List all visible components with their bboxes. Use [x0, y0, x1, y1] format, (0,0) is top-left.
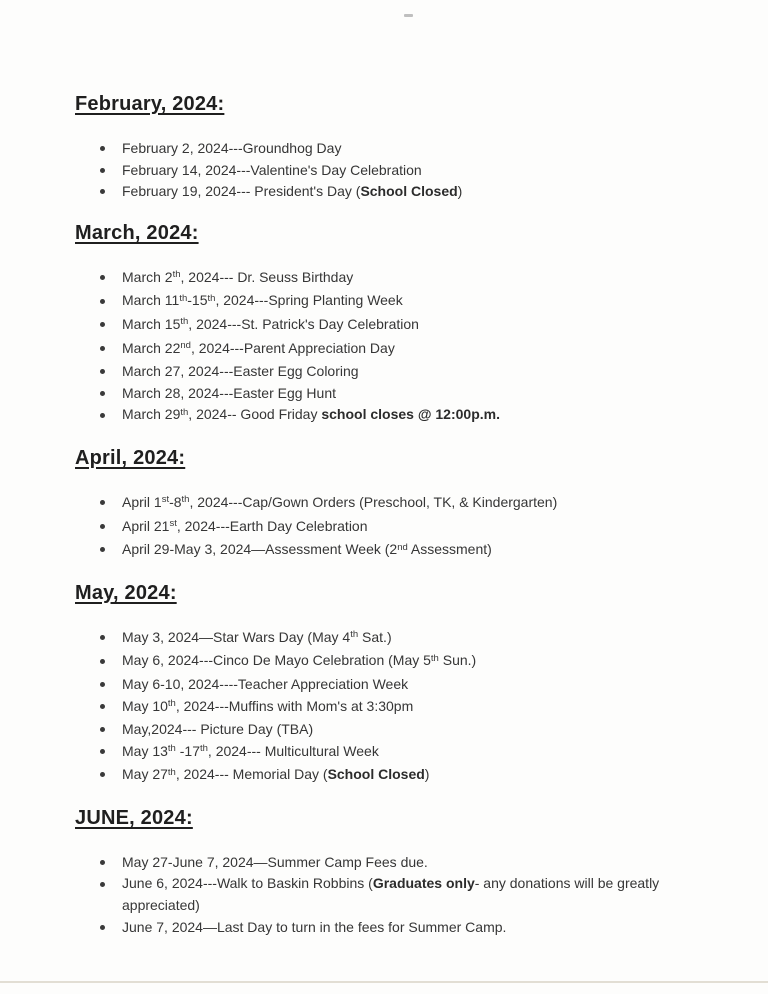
event-item	[122, 764, 694, 788]
section-title: May, 2024:	[75, 581, 177, 604]
event-item	[122, 314, 694, 338]
event-item	[122, 917, 694, 939]
ordinal-suffix: th	[167, 698, 176, 709]
text-segment: -15	[187, 292, 208, 309]
emphasis-text: School Closed	[360, 183, 458, 200]
text-segment: May 27-June 7, 2024—Summer Camp Fees due.	[122, 853, 428, 870]
text-segment: , 2024--- Memorial Day (	[175, 766, 328, 783]
text-segment: May 10	[122, 697, 168, 714]
event-item	[122, 719, 694, 741]
section-title: February, 2024:	[75, 93, 225, 115]
calendar-section	[75, 93, 705, 203]
calendar-section	[75, 222, 705, 428]
event-item	[122, 138, 694, 160]
text-segment: Sat.)	[358, 628, 392, 645]
ordinal-suffix: nd	[180, 340, 191, 352]
text-segment: -8	[169, 493, 182, 510]
text-segment: March 22	[122, 339, 181, 356]
ordinal-suffix: st	[161, 494, 170, 506]
calendar-section	[75, 807, 705, 938]
text-segment: , 2024---Muffins with Mom's at 3:30pm	[175, 697, 414, 714]
text-segment: , 2024---St. Patrick's Day Celebration	[188, 315, 419, 332]
event-item	[122, 290, 694, 314]
event-item	[122, 516, 694, 540]
text-segment: March 15	[122, 315, 181, 332]
text-segment: February 14, 2024---Valentine's Day Celebration	[122, 161, 422, 178]
event-item	[122, 338, 694, 362]
event-list	[75, 138, 694, 203]
text-segment: , 2024--- Dr. Seuss Birthday	[180, 268, 354, 285]
ordinal-suffix: th	[181, 494, 190, 506]
event-item	[122, 361, 694, 383]
ordinal-suffix: th	[199, 743, 208, 755]
text-segment: March 27, 2024---Easter Egg Coloring	[122, 363, 359, 380]
scan-edge	[0, 981, 768, 983]
text-segment: , 2024---Earth Day Celebration	[176, 517, 368, 534]
event-list	[75, 267, 694, 428]
event-list	[75, 627, 694, 788]
section-title: JUNE, 2024:	[75, 806, 193, 829]
document-sections	[75, 93, 705, 957]
text-segment: March 29	[122, 406, 181, 423]
ordinal-suffix: th	[179, 292, 188, 304]
text-segment: June 7, 2024—Last Day to turn in the fees for Summer Camp.	[122, 918, 507, 935]
text-segment: , 2024---Spring Planting Week	[215, 292, 403, 309]
emphasis-text: School Closed	[327, 766, 425, 783]
ordinal-suffix: th	[167, 766, 176, 778]
text-segment: -17	[175, 742, 200, 759]
text-segment: , 2024---Parent Appreciation Day	[190, 339, 395, 356]
event-list	[75, 492, 694, 563]
text-segment: , 2024-- Good Friday	[188, 406, 322, 423]
event-item	[122, 383, 694, 405]
text-segment: April 1	[122, 493, 162, 510]
text-segment: May,2024--- Picture Day (TBA)	[122, 721, 314, 738]
event-item	[122, 267, 694, 291]
text-segment: May 13	[122, 742, 168, 759]
event-item	[122, 539, 694, 563]
calendar-section	[75, 582, 705, 788]
ordinal-suffix: th	[207, 292, 216, 304]
event-item	[122, 674, 694, 696]
event-item	[122, 696, 694, 720]
ordinal-suffix: th	[167, 743, 176, 755]
ordinal-suffix: th	[180, 406, 189, 418]
text-segment: May 27	[122, 766, 168, 783]
event-item	[122, 160, 694, 182]
text-segment: April 21	[122, 517, 170, 534]
emphasis-text: school closes @ 12:00p.m.	[321, 406, 500, 423]
text-segment: March 11	[122, 292, 180, 309]
text-segment: - any donations will be greatly appreciated)	[122, 875, 660, 914]
event-item	[122, 873, 694, 916]
event-item	[122, 404, 694, 428]
text-segment: , 2024--- Multicultural Week	[207, 742, 379, 759]
text-segment: Assessment)	[407, 541, 492, 558]
event-list	[75, 852, 694, 938]
text-segment: May 3, 2024—Star Wars Day (May 4	[122, 628, 351, 645]
calendar-section	[75, 447, 705, 563]
ordinal-suffix: nd	[397, 541, 408, 553]
text-segment: , 2024---Cap/Gown Orders (Preschool, TK, & Kindergarten)	[189, 493, 558, 510]
emphasis-text: Graduates only	[372, 875, 475, 892]
ordinal-suffix: th	[180, 316, 189, 328]
text-segment: May 6-10, 2024----Teacher Appreciation Week	[122, 675, 409, 692]
section-title: March, 2024:	[75, 221, 199, 244]
text-segment: June 6, 2024---Walk to Baskin Robbins (	[122, 875, 373, 892]
scan-artifact	[404, 14, 413, 17]
text-segment: May 6, 2024---Cinco De Mayo Celebration (May 5	[122, 652, 431, 669]
text-segment: )	[424, 766, 430, 783]
text-segment: February 19, 2024--- President's Day (	[122, 183, 361, 200]
event-item	[122, 852, 694, 874]
text-segment: February 2, 2024---Groundhog Day	[122, 140, 342, 156]
ordinal-suffix: th	[172, 269, 181, 281]
text-segment: Sun.)	[438, 652, 477, 669]
text-segment: )	[457, 183, 463, 200]
ordinal-suffix: th	[430, 652, 439, 664]
event-item	[122, 627, 694, 651]
text-segment: March 28, 2024---Easter Egg Hunt	[122, 384, 336, 401]
event-item	[122, 492, 694, 516]
event-item	[122, 741, 694, 765]
ordinal-suffix: st	[169, 518, 177, 530]
text-segment: March 2	[122, 268, 173, 285]
event-item	[122, 181, 694, 203]
event-item	[122, 650, 694, 674]
text-segment: April 29-May 3, 2024—Assessment Week (2	[122, 541, 398, 558]
section-title: April, 2024:	[75, 446, 186, 469]
ordinal-suffix: th	[350, 629, 359, 641]
